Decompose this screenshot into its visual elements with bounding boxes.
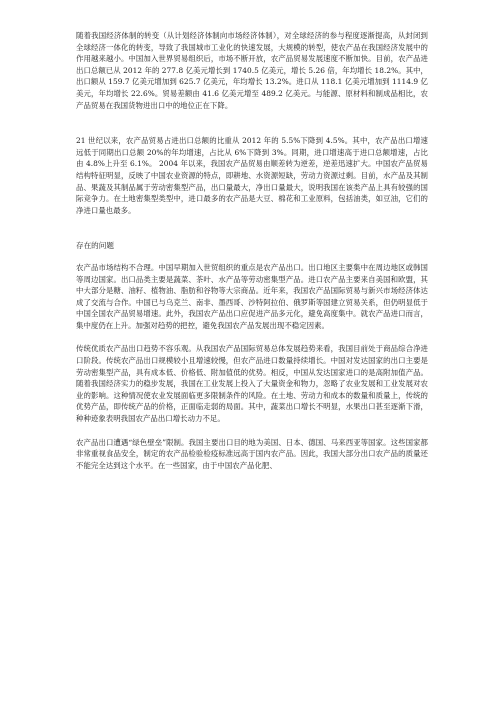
body-paragraph: 随着我国经济体制的转变（从计划经济体制向市场经济体制），对全球经济的参与程度逐渐提高，从封闭到全球经济一体化的转变，导致了我国城市工业化的快速发展，大规模的转型，使农产品在我国经济发展中的作用越来越小。中国加入世界贸易组织后，市场不断开放，农产品贸易发展速度不断加快。目前，农产品进出口总额已从 2012 年的 277.8 亿美元增长到 1740.5 亿美元，增长 5.26 倍，年均增长 18.2%。其中，出口额从 159.7 亿美元增加到 625.7 亿美元，年均增长 13.2%。进口从 118.1 亿美元增加到 1114.9 亿美元，年均增长 22.6%。贸易差额由 41.6 亿美元增至 489.2 亿美元。与能源、原材料和制成品相比，农产品贸易在我国货物进出口中的地位正在下降。 (76, 31, 428, 110)
body-paragraph: 农产品出口遭遇“绿色壁垒”限制。我国主要出口目的地为美国、日本、德国、马来西亚等国家。这些国家都非常重视食品安全，制定的农产品检验检疫标准远高于国内农产品。因此，我国大部分出口农产品的质量还不能完全达到这个水平。在一些国家，由于中国农产品化肥、 (76, 437, 428, 470)
body-paragraph: 21 世纪以来，农产品贸易占进出口总额的比重从 2012 年的 5.5%下降到 4.5%。其中，农产品出口增速远低于同期出口总额 20%的年均增速，占比从 6%下降到 3%。同期，进口增速高于进口总额增速，占比由 4.8%上升至 6.1%。 2004 年以来，我国农产品贸易由顺差转为逆差，逆差迅速扩大。中国农产品贸易结构特征明显，反映了中国农业资源的特点，即耕地、水资源短缺，劳动力资源过剩。目前，水产品及其制品、果蔬及其制品属于劳动密集型产品，出口量最大，净出口量最大，说明我国在该类产品上具有较强的国际竞争力。在土地密集型类型中，进口最多的农产品是大豆、棉花和工业原料，包括油类，如豆油，它们的净进口量也最多。 (76, 136, 428, 215)
section-heading: 存在的问题 (76, 241, 114, 251)
body-paragraph: 传统优质农产品出口趋势不容乐观。从我国农产品国际贸易总体发展趋势来看，我国目前处于商品综合净进口阶段。传统农产品出口规模较小且增速较慢，但农产品进口数量持续增长。中国对发达国家的出口主要是劳动密集型产品，具有成本低、价格低、附加值低的优势。相反，中国从发达国家进口的是高附加值产品。随着我国经济实力的稳步发展，我国在工业发展上投入了大量资金和物力，忽略了农业发展和工业发展对农业的影响。这种情况使农业发展面临更多限制条件的风险。在土地、劳动力和成本的数量和质量上，传统的优势产品，即传统产品的价格，正面临走弱的局面。其中，蔬菜出口增长不明显，水果出口甚至逐渐下滑，种种迹象表明我国农产品出口增长动力不足。 (76, 344, 428, 424)
document-page (76, 30, 428, 471)
body-paragraph: 农产品市场结构不合理。中国早期加入世贸组织的重点是农产品出口。出口地区主要集中在周边地区或韩国等周边国家。出口品类主要是蔬菜、茶叶、水产品等劳动密集型产品。进口农产品主要来自美国和欧盟，其中大部分是糖、油籽、植物油、脂肪和谷物等大宗商品。近年来，我国农产品国际贸易与新兴市场经济体达成了交流与合作。中国已与乌克兰、南非、墨西哥、沙特阿拉伯、俄罗斯等国建立贸易关系，但仍明显低于中国全国农产品贸易增速。此外，我国农产品出口应促进产品多元化，避免高度集中。就农产品进口而言，集中度仍在上升。加强对趋势的把控，避免我国农产品发展出现不稳定因素。 (76, 262, 428, 330)
